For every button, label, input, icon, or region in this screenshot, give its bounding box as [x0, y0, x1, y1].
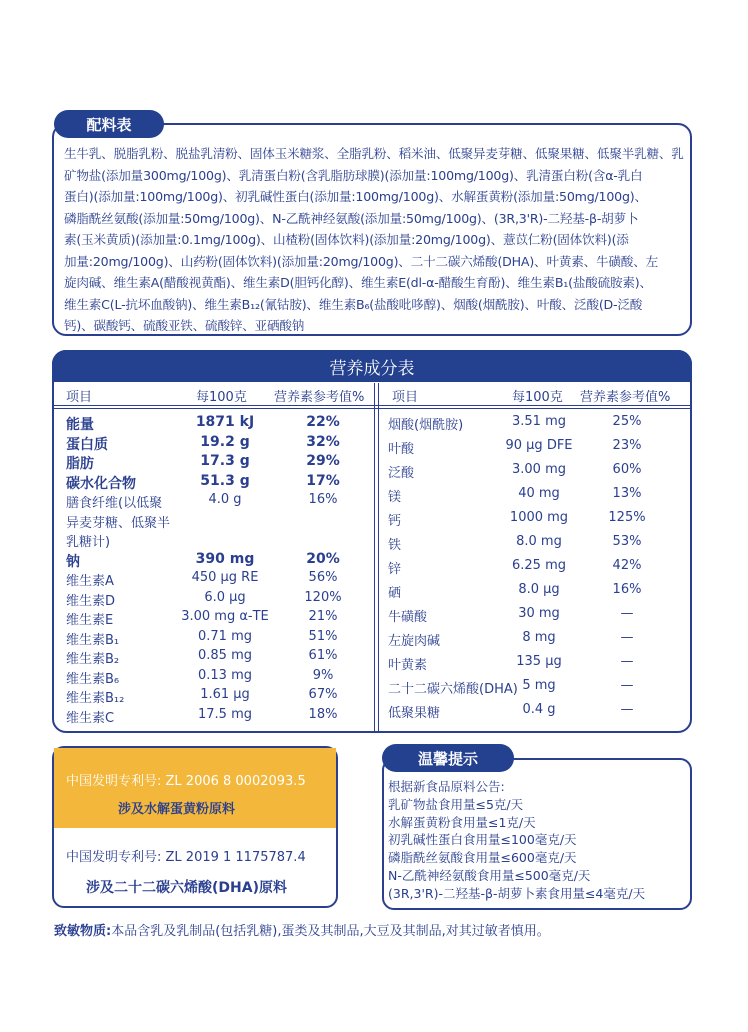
- nutrient-value: 3.00 mg: [512, 462, 566, 477]
- nutrient-nrv: 16%: [308, 492, 338, 507]
- nutrient-value: 1.61 μg: [200, 687, 250, 702]
- patent-2-number: 中国发明专利号: ZL 2019 1 1175787.4: [66, 850, 306, 865]
- nutrient-value: 8.0 μg: [518, 582, 560, 597]
- header-per100-left: 每100克: [196, 390, 247, 405]
- nutrient-nrv: 60%: [612, 462, 642, 477]
- nutrient-value: 5 mg: [522, 678, 556, 693]
- nutrient-nrv: —: [620, 702, 634, 717]
- nutrient-value: 6.25 mg: [512, 558, 566, 573]
- allergy-statement: [54, 920, 550, 939]
- nutrient-nrv: 22%: [306, 414, 340, 430]
- nutrient-nrv: —: [620, 606, 634, 621]
- nutrient-value: 3.51 mg: [512, 414, 566, 429]
- nutrient-nrv: —: [620, 630, 634, 645]
- nutrient-name: 硒: [388, 586, 402, 601]
- nutrient-name: 锌: [388, 562, 402, 577]
- nutrient-nrv: 51%: [308, 628, 338, 644]
- nutrient-name: 钙: [388, 514, 402, 529]
- nutrient-value: 0.71 mg: [198, 628, 252, 644]
- tip-line: 磷脂酰丝氨酸食用量≤600毫克/天: [388, 850, 577, 866]
- nutrient-value: 17.3 g: [200, 453, 250, 469]
- nutrient-value: 1871 kJ: [195, 414, 255, 430]
- nutrient-nrv: 125%: [608, 510, 646, 525]
- tip-line: N-乙酰神经氨酸食用量≤500毫克/天: [388, 867, 591, 883]
- nutrient-name: 能量: [66, 417, 94, 433]
- nutrient-nrv: 56%: [308, 570, 338, 585]
- tip-line: 初乳碱性蛋白食用量≤100毫克/天: [388, 832, 577, 848]
- header-nrv-right: 营养素参考值%: [580, 390, 671, 405]
- column-divider: [378, 383, 379, 731]
- tip-line: 水解蛋黄粉食用量≤1克/天: [388, 814, 536, 830]
- tips-title: 温馨提示: [382, 744, 514, 772]
- nutrient-value: 4.0 g: [208, 492, 242, 507]
- nutrient-value: 390 mg: [195, 550, 255, 567]
- nutrient-name: 烟酸(烟酰胺): [388, 418, 464, 433]
- ingredients-line: 钙)、碳酸钙、硫酸亚铁、硫酸锌、亚硒酸钠: [64, 318, 305, 333]
- nutrient-name: 牛磺酸: [388, 610, 428, 625]
- nutrient-name: 叶酸: [388, 442, 415, 457]
- ingredients-line: 素(玉米黄质)(添加量:0.1mg/100g)、山楂粉(固体饮料)(添加量:20mg/100g)、薏苡仁粉(固体饮料)(添: [64, 232, 629, 247]
- nutrient-nrv: 20%: [306, 550, 340, 567]
- nutrient-nrv: 18%: [308, 706, 338, 722]
- ingredients-line: 蛋白)(添加量:100mg/100g)、初乳碱性蛋白(添加量:100mg/100g)、水解蛋黄粉(添加量:50mg/100g)、: [64, 189, 647, 204]
- nutrient-value: 135 μg: [516, 654, 562, 669]
- ingredients-line: 旋肉碱、维生素A(醋酸视黄酯)、维生素D(胆钙化醇)、维生素E(dl-α-醋酸生育酚)、维生素B₁(盐酸硫胺素)、: [64, 275, 652, 290]
- header-nrv-left: 营养素参考值%: [274, 390, 365, 405]
- nutrient-value: 6.0 μg: [204, 589, 246, 605]
- nutrient-value: 17.5 mg: [198, 706, 252, 722]
- ingredients-text: [64, 143, 690, 337]
- nutrient-nrv: 42%: [612, 558, 642, 573]
- patent-1-text: 涉及水解蛋黄粉原料: [118, 802, 236, 817]
- nutrient-name: 维生素E: [66, 613, 114, 628]
- nutrient-name: 维生素D: [66, 593, 116, 609]
- nutrient-name: 膳食纤维(以低聚: [66, 496, 163, 511]
- nutrient-name: 乳糖计): [66, 535, 111, 550]
- header-item-right: 项目: [392, 390, 419, 405]
- nutrient-nrv: 23%: [612, 438, 642, 453]
- nutrient-value: 51.3 g: [200, 472, 250, 489]
- nutrient-name: 钠: [66, 553, 80, 570]
- nutrient-value: 19.2 g: [200, 433, 250, 450]
- nutrient-nrv: 61%: [308, 648, 338, 663]
- nutrient-name: 镁: [388, 490, 402, 505]
- nutrient-name: 维生素B₆: [66, 671, 120, 687]
- nutrient-value: 8.0 mg: [516, 534, 562, 549]
- nutrient-value: 90 μg DFE: [505, 438, 573, 453]
- nutrient-nrv: 21%: [308, 609, 338, 624]
- nutrient-nrv: 32%: [306, 433, 340, 450]
- nutrient-nrv: 120%: [304, 589, 342, 605]
- nutrient-nrv: 17%: [306, 472, 340, 489]
- ingredients-line: 矿物盐(添加量300mg/100g)、乳清蛋白粉(含乳脂肪球膜)(添加量:100mg/100g)、乳清蛋白粉(含α-乳白: [64, 167, 643, 183]
- nutrient-nrv: 16%: [612, 582, 642, 597]
- nutrient-value: 0.85 mg: [198, 648, 252, 663]
- nutrient-name: 维生素B₁: [66, 632, 120, 648]
- nutrient-nrv: 25%: [612, 414, 642, 429]
- patent-2-text: 涉及二十二碳六烯酸(DHA)原料: [86, 880, 287, 896]
- tip-line: 乳矿物盐食用量≤5克/天: [388, 796, 524, 812]
- nutrient-name: 维生素B₂: [66, 652, 120, 667]
- nutrient-nrv: —: [620, 654, 634, 669]
- nutrient-value: 30 mg: [518, 606, 560, 621]
- header-per100-right: 每100克: [512, 390, 563, 405]
- nutrient-name: 叶黄素: [388, 658, 428, 673]
- nutrient-value: 40 mg: [518, 486, 560, 501]
- nutrient-name: 左旋肉碱: [388, 634, 441, 649]
- nutrient-name: 蛋白质: [66, 436, 108, 453]
- tip-line: 根据新食品原料公告:: [388, 779, 505, 794]
- nutrient-name: 异麦芽糖、低聚半: [66, 515, 171, 531]
- header-item-left: 项目: [66, 390, 93, 405]
- header-divider: [54, 405, 690, 406]
- nutrient-name: 维生素C: [66, 710, 115, 726]
- nutrient-name: 低聚果糖: [388, 706, 441, 721]
- nutrition-title: 营养成分表: [52, 350, 692, 382]
- nutrient-name: 维生素A: [66, 574, 114, 589]
- ingredients-title: 配料表: [54, 110, 164, 138]
- nutrient-nrv: 13%: [612, 486, 642, 501]
- nutrient-name: 碳水化合物: [66, 475, 136, 492]
- column-divider: [374, 383, 375, 731]
- ingredients-line: 维生素C(L-抗坏血酸钠)、维生素B₁₂(氰钴胺)、维生素B₆(盐酸吡哆醇)、烟酸(烟酰胺)、叶酸、泛酸(D-泛酸: [64, 296, 643, 312]
- patent-1-number: 中国发明专利号: ZL 2006 8 0002093.5: [66, 774, 306, 789]
- nutrient-nrv: 29%: [306, 453, 340, 469]
- ingredients-line: 磷脂酰丝氨酸(添加量:50mg/100g)、N-乙酰神经氨酸(添加量:50mg/100g)、(3R,3'R)-二羟基-β-胡萝卜: [64, 210, 639, 226]
- allergy-label: 致敏物质:: [54, 924, 112, 939]
- nutrient-nrv: 67%: [308, 687, 338, 702]
- header-divider: [54, 408, 690, 409]
- nutrient-value: 1000 mg: [509, 510, 569, 525]
- nutrient-value: 0.13 mg: [198, 667, 252, 683]
- nutrient-name: 泛酸: [388, 466, 415, 481]
- nutrient-nrv: —: [620, 678, 634, 693]
- nutrient-nrv: 53%: [612, 534, 642, 549]
- nutrient-name: 维生素B₁₂: [66, 691, 125, 706]
- nutrient-name: 脂肪: [66, 456, 94, 472]
- nutrient-value: 450 μg RE: [191, 570, 259, 585]
- nutrient-nrv: 9%: [312, 667, 334, 683]
- ingredients-line: 生牛乳、脱脂乳粉、脱盐乳清粉、固体玉米糖浆、全脂乳粉、稻米油、低聚异麦芽糖、低聚果糖、低聚半乳糖、乳: [64, 146, 684, 161]
- nutrient-name: 二十二碳六烯酸(DHA): [388, 682, 518, 697]
- allergy-text: 本品含乳及乳制品(包括乳糖),蛋类及其制品,大豆及其制品,对其过敏者慎用。: [111, 924, 550, 939]
- nutrient-value: 8 mg: [522, 630, 556, 645]
- tip-line: (3R,3'R)-二羟基-β-胡萝卜素食用量≤4毫克/天: [388, 885, 646, 901]
- nutrient-value: 3.00 mg α-TE: [181, 609, 269, 624]
- nutrient-name: 铁: [388, 538, 402, 553]
- ingredients-line: 加量:20mg/100g)、山药粉(固体饮料)(添加量:20mg/100g)、二十二碳六烯酸(DHA)、叶黄素、牛磺酸、左: [64, 253, 658, 269]
- nutrient-value: 0.4 g: [522, 702, 556, 717]
- tips-text: [388, 778, 645, 903]
